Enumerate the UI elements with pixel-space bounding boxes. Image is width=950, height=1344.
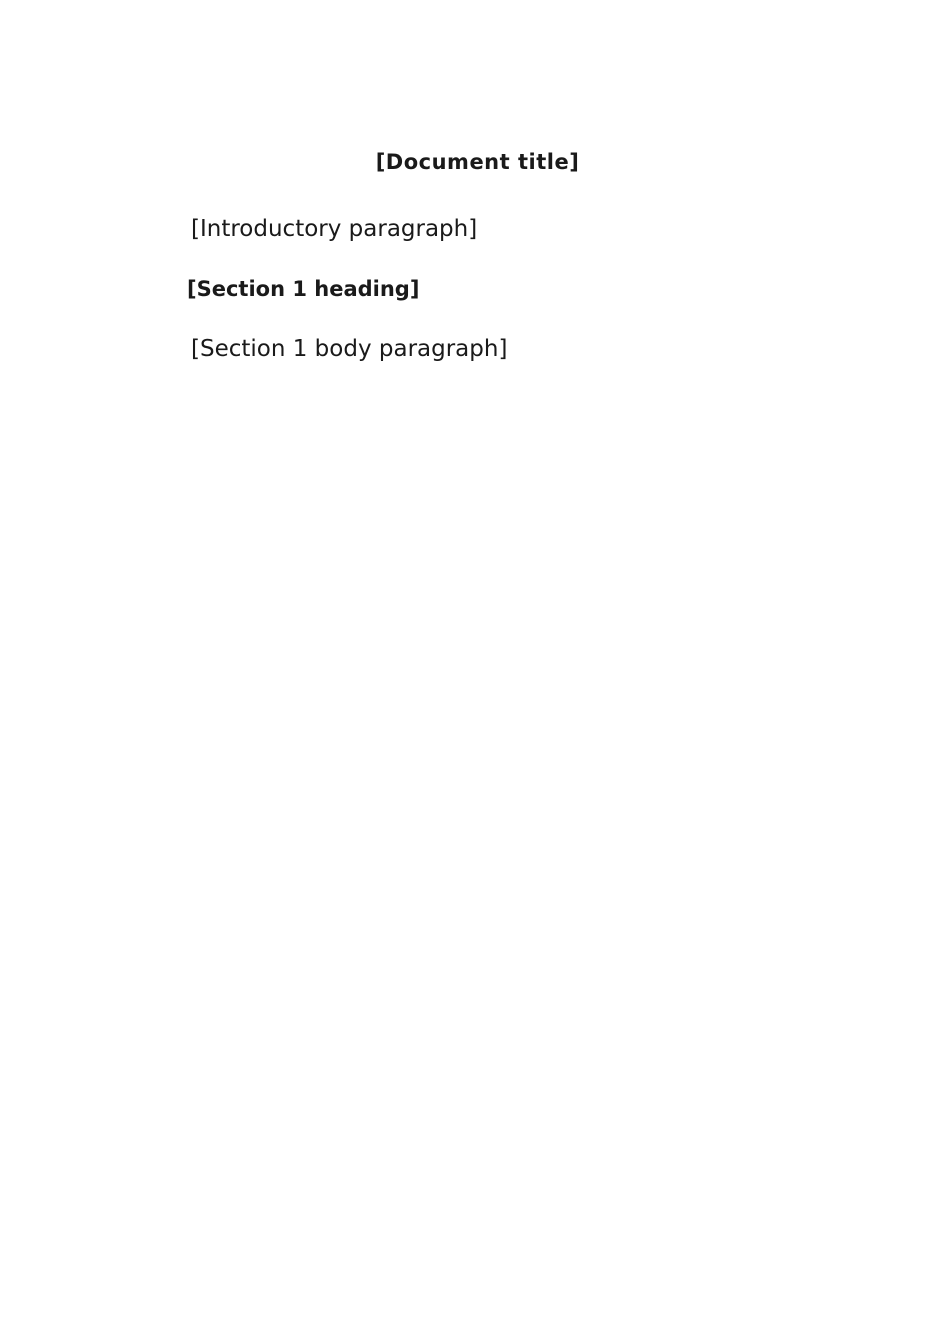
section-body-paragraph: [Section 1 body paragraph]	[191, 336, 508, 362]
document-title: [Document title]	[375, 150, 580, 174]
intro-paragraph: [Introductory paragraph]	[191, 216, 478, 242]
section-heading: [Section 1 heading]	[187, 277, 420, 301]
